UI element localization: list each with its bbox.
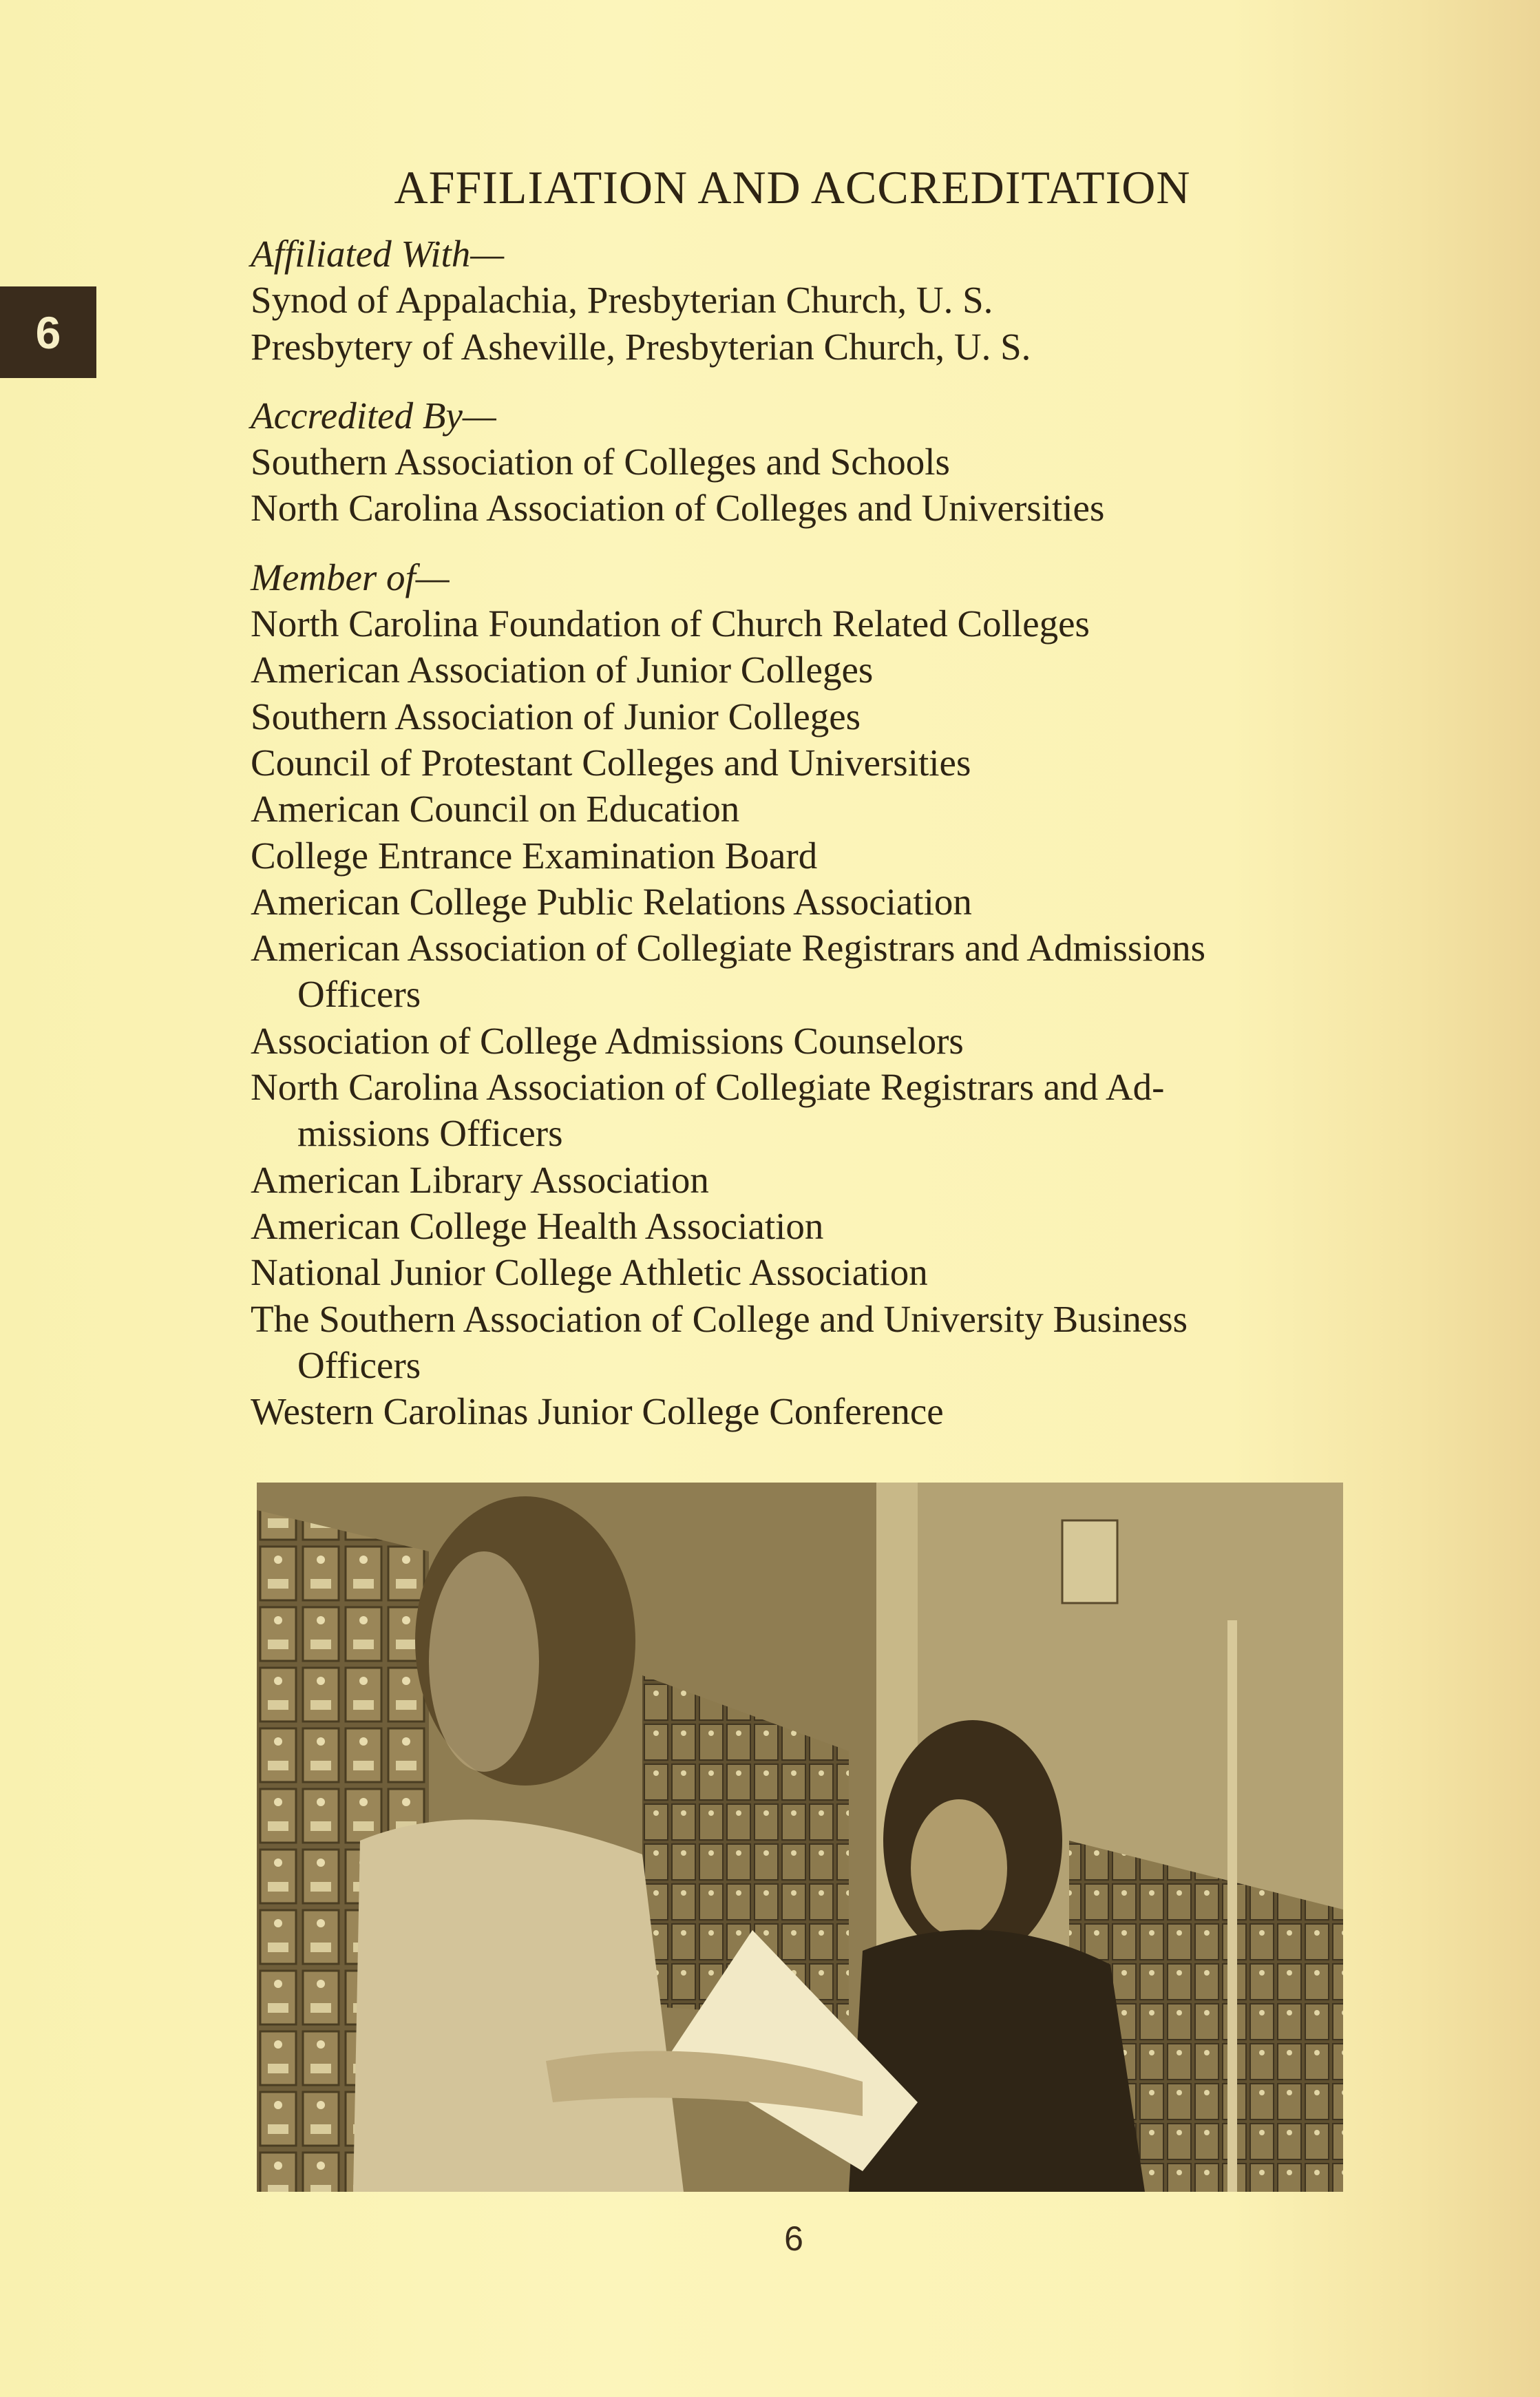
member-item: American College Public Relations Association (251, 880, 972, 923)
member-item-continuation: Officers (297, 1343, 421, 1386)
member-list (251, 600, 1352, 1434)
affiliated-item: Presbytery of Asheville, Presbyterian Church, U. S. (251, 325, 1031, 368)
member-item: North Carolina Foundation of Church Related Colleges (251, 603, 1090, 645)
member-item: American Council on Education (251, 788, 740, 830)
member-item: Association of College Admissions Counselors (251, 1019, 964, 1062)
member-item: Council of Protestant Colleges and Universities (251, 741, 971, 784)
member-item: College Entrance Examination Board (251, 834, 818, 877)
photo-students-mailboxes (257, 1483, 1343, 2192)
member-item: North Carolina Association of Collegiate Registrars and Ad- (251, 1066, 1165, 1109)
accredited-heading: Accredited By— (251, 394, 496, 437)
member-item: American Library Association (251, 1158, 709, 1201)
section-tab-number: 6 (35, 306, 61, 358)
member-item: National Junior College Athletic Association (251, 1251, 928, 1294)
accredited-item: Southern Association of Colleges and Schools (251, 441, 950, 483)
member-item: American Association of Junior Colleges (251, 649, 874, 691)
member-item-continuation: missions Officers (297, 1112, 563, 1155)
section-tab (0, 286, 96, 378)
member-heading: Member of— (251, 556, 450, 598)
member-item: Southern Association of Junior Colleges (251, 695, 861, 737)
member-item: American Association of Collegiate Registrars and Admissions (251, 927, 1206, 970)
affiliated-heading: Affiliated With— (251, 233, 505, 275)
member-item: American College Health Association (251, 1204, 824, 1247)
affiliation-content (251, 231, 1352, 1434)
member-item: The Southern Association of College and University Business (251, 1297, 1188, 1340)
page-number: 6 (784, 2219, 803, 2258)
page-title: AFFILIATION AND ACCREDITATION (394, 161, 1191, 213)
accredited-item: North Carolina Association of Colleges and Universities (251, 487, 1105, 530)
member-item-continuation: Officers (297, 973, 421, 1016)
photo-illustration (257, 1483, 1343, 2192)
affiliated-item: Synod of Appalachia, Presbyterian Church, U. S. (251, 279, 993, 322)
member-item: Western Carolinas Junior College Conference (251, 1390, 944, 1433)
